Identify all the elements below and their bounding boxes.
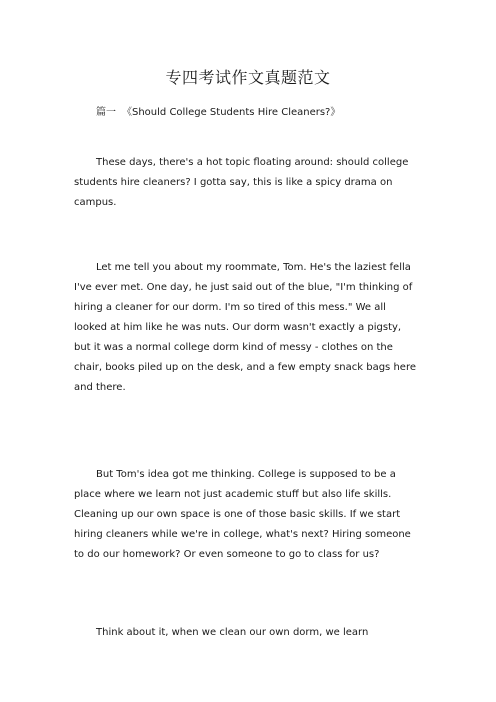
paragraph-line: but it was a normal college dorm kind of messy - clothes on the <box>74 342 393 353</box>
paragraph-line: to do our homework? Or even someone to go to class for us? <box>74 549 380 560</box>
paragraph-line: place where we learn not just academic stuff but also life skills. <box>74 489 392 500</box>
essay-number-label: 篇一 <box>96 107 116 118</box>
paragraph-line: Cleaning up our own space is one of those basic skills. If we start <box>74 509 401 520</box>
paragraph-line: hiring a cleaner for our dorm. I'm so tired of this mess." We all <box>74 302 386 313</box>
paragraph-4 <box>74 623 424 643</box>
paragraph-line: But Tom's idea got me thinking. College is supposed to be a <box>96 469 396 480</box>
paragraph-line: campus. <box>74 197 117 208</box>
paragraph-line: chair, books piled up on the desk, and a few empty snack bags here <box>74 362 416 373</box>
paragraph-2 <box>74 258 424 398</box>
essay-subtitle <box>96 106 340 120</box>
paragraph-1 <box>74 153 424 213</box>
paragraph-line: Think about it, when we clean our own dorm, we learn <box>96 627 369 638</box>
paragraph-line: Let me tell you about my roommate, Tom. He's the laziest fella <box>96 262 411 273</box>
paragraph-line: and there. <box>74 382 126 393</box>
paragraph-3 <box>74 465 424 565</box>
paragraph-line: students hire cleaners? I gotta say, this is like a spicy drama on <box>74 177 393 188</box>
paragraph-line: looked at him like he was nuts. Our dorm wasn't exactly a pigsty, <box>74 322 402 333</box>
paragraph-line: I've ever met. One day, he just said out of the blue, "I'm thinking of <box>74 282 413 293</box>
document-title: 专四考试作文真题范文 <box>165 68 331 87</box>
paragraph-line: These days, there's a hot topic floating around: should college <box>96 157 409 168</box>
paragraph-line: hiring cleaners while we're in college, what's next? Hiring someone <box>74 529 411 540</box>
essay-title: 《Should College Students Hire Cleaners?》 <box>122 107 341 118</box>
